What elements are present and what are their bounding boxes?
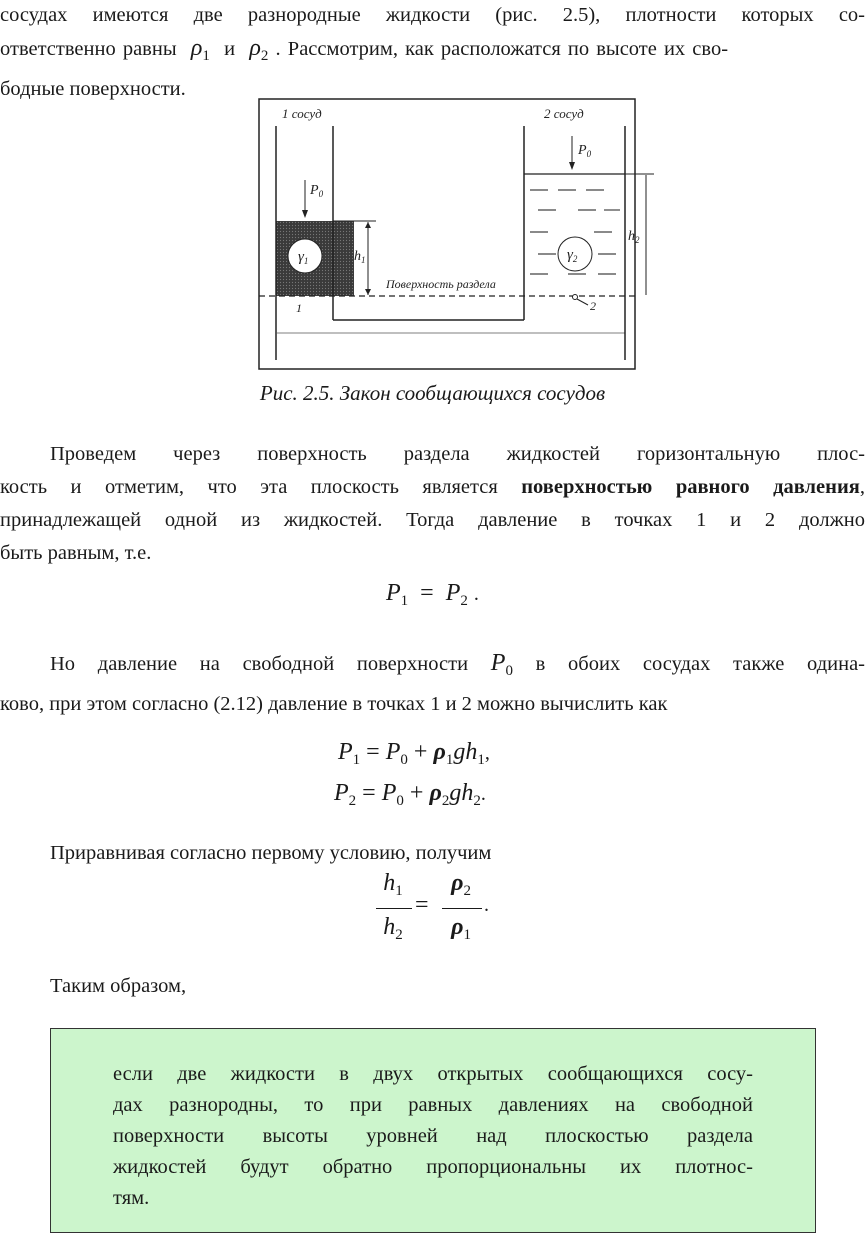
equation-p1-row: $P_1 = P_0 + \rho_1gh_1$, <box>338 739 490 768</box>
para3-line-1: Но давление на свободной поверхности $P_0$ в обоих сосудах также одина- <box>50 650 865 680</box>
para2-line-4: быть равным, т.е. <box>0 542 152 564</box>
label-h2: $h_2$ <box>628 229 640 245</box>
rule-line-5: тям. <box>113 1187 150 1209</box>
label-h1: $h_1$ <box>354 249 366 265</box>
equation-p2-row: $P_2 = P_0 + \rho_2gh_2$. <box>334 780 486 809</box>
paragraph-3 <box>0 647 865 721</box>
intro-paragraph <box>0 0 865 106</box>
equation-ratio: $h_1$ $h_2$ = $\rho_2$ $\rho_1$ . <box>370 870 510 970</box>
rule-line-3: поверхности высоты уровней над плоскостью раздела <box>113 1125 753 1147</box>
figure-caption: Рис. 2.5. Закон сообщающихся сосудов <box>259 381 606 405</box>
label-interface: Поверхность раздела <box>386 277 496 291</box>
para3-line-2: ково, при этом согласно (2.12) давление в точках 1 и 2 можно вычислить как <box>0 693 668 716</box>
para2-line-1: Проведем через поверхность раздела жидкостей горизонтальную плос- <box>50 443 865 465</box>
label-point-1: 1 <box>296 301 302 315</box>
rule-highlight-box <box>50 1028 816 1233</box>
label-gamma-2: $\gamma_2$ <box>567 247 578 264</box>
rule-line-1: если две жидкости в двух открытых сообщающихся сосу- <box>113 1063 753 1085</box>
paragraph-5: Таким образом, <box>50 975 187 997</box>
bold-term: поверхностью равного давления <box>521 476 860 498</box>
label-gamma-1: $\gamma_1$ <box>298 249 309 266</box>
paragraph-4: Приравнивая согласно первому условию, получим <box>50 842 492 864</box>
equation-p1-equals-p2: $P_1 = P_2$ . <box>386 580 479 609</box>
rule-line-2: дах разнородны, то при равных давлениях на свободной <box>113 1094 753 1116</box>
vessels-diagram <box>258 98 640 370</box>
figure-communicating-vessels <box>258 98 640 370</box>
intro-line-1: сосудах имеются две разнородные жидкости (рис. 2.5), плотности которых со- <box>0 4 865 26</box>
label-vessel-1: 1 сосуд <box>282 106 322 121</box>
para2-line-2: кость и отметим, что эта плоскость является поверхностью равного давления, <box>0 476 865 498</box>
label-p0-right: $P_0$ <box>578 143 592 159</box>
intro-line-2: ответственно равны $\rho_1$ и $\rho_2$ . Рассмотрим, как расположатся по высоте их сво- <box>0 35 729 65</box>
label-p0-left: $P_0$ <box>310 183 324 199</box>
rule-text <box>113 1059 753 1214</box>
label-point-2: 2 <box>590 299 596 313</box>
paragraph-2 <box>0 438 865 570</box>
label-vessel-2: 2 сосуд <box>544 106 584 121</box>
intro-line-3: бодные поверхности. <box>0 78 186 101</box>
rule-line-4: жидкостей будут обратно пропорциональны их плотнос- <box>113 1156 753 1178</box>
para2-line-3: принадлежащей одной из жидкостей. Тогда давление в точках 1 и 2 должно <box>0 509 865 531</box>
